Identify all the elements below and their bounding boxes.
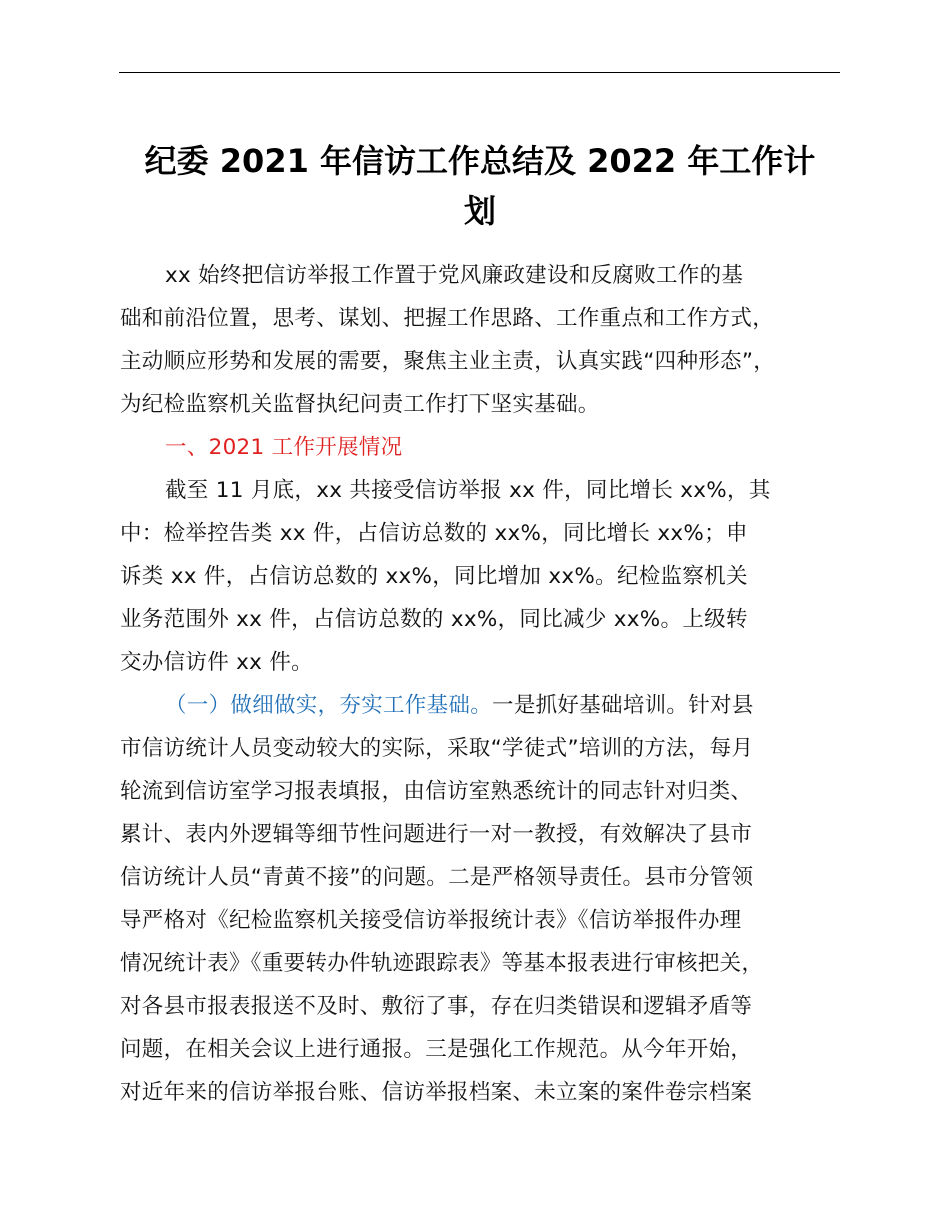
title-line-1: 纪委 2021 年信访工作总结及 2022 年工作计 [144,142,816,180]
para3-line: 累计、表内外逻辑等细节性问题进行一对一教授，有效解决了县市 [120,822,753,847]
document-title [110,136,850,236]
section-heading: 一、2021 工作开展情况 [165,435,403,460]
para3-line: 市信访统计人员变动较大的实际，采取“学徒式”培训的方法，每月 [120,736,754,761]
para1-line: xx 始终把信访举报工作置于党风廉政建设和反腐败工作的基 [165,263,744,288]
para3-line: 对近年来的信访举报台账、信访举报档案、未立案的案件卷宗档案 [120,1080,753,1105]
document-body [120,254,860,1114]
subsection-heading: （一）做细做实，夯实工作基础。 [165,693,493,718]
para1-line: 主动顺应形势和发展的需要，聚焦主业主责，认真实践“四种形态”， [120,349,776,374]
para2-line: 诉类 xx 件，占信访总数的 xx%，同比增加 xx%。纪检监察机关 [120,564,748,589]
para3-line: 对各县市报表报送不及时、敷衍了事，存在归类错误和逻辑矛盾等 [120,994,753,1019]
para3-line: 轮流到信访室学习报表填报，由信访室熟悉统计的同志针对归类、 [120,779,753,804]
para3-line: 问题，在相关会议上进行通报。三是强化工作规范。从今年开始， [120,1037,753,1062]
para2-line: 中：检举控告类 xx 件，占信访总数的 xx%，同比增长 xx%；申 [120,521,748,546]
para3-line: 导严格对《纪检监察机关接受信访举报统计表》《信访举报件办理 [120,908,742,933]
para2-line: 交办信访件 xx 件。 [120,650,313,675]
para1-line: 为纪检监察机关监督执纪问责工作打下坚实基础。 [120,392,600,417]
para3-first-line-text: 一是抓好基础培训。针对县 [492,693,754,718]
para2-line: 业务范围外 xx 件，占信访总数的 xx%，同比减少 xx%。上级转 [120,607,748,632]
para1-line: 础和前沿位置，思考、谋划、把握工作思路、工作重点和工作方式， [120,306,775,331]
para3-line: 情况统计表》《重要转办件轨迹跟踪表》等基本报表进行审核把关， [120,951,764,976]
title-line-2: 划 [463,192,496,230]
header-rule [119,72,840,73]
para3-first-line [120,684,860,727]
para3-line: 信访统计人员“青黄不接”的问题。二是严格领导责任。县市分管领 [120,865,754,890]
para2-line: 截至 11 月底，xx 共接受信访举报 xx 件，同比增长 xx%，其 [165,478,771,503]
